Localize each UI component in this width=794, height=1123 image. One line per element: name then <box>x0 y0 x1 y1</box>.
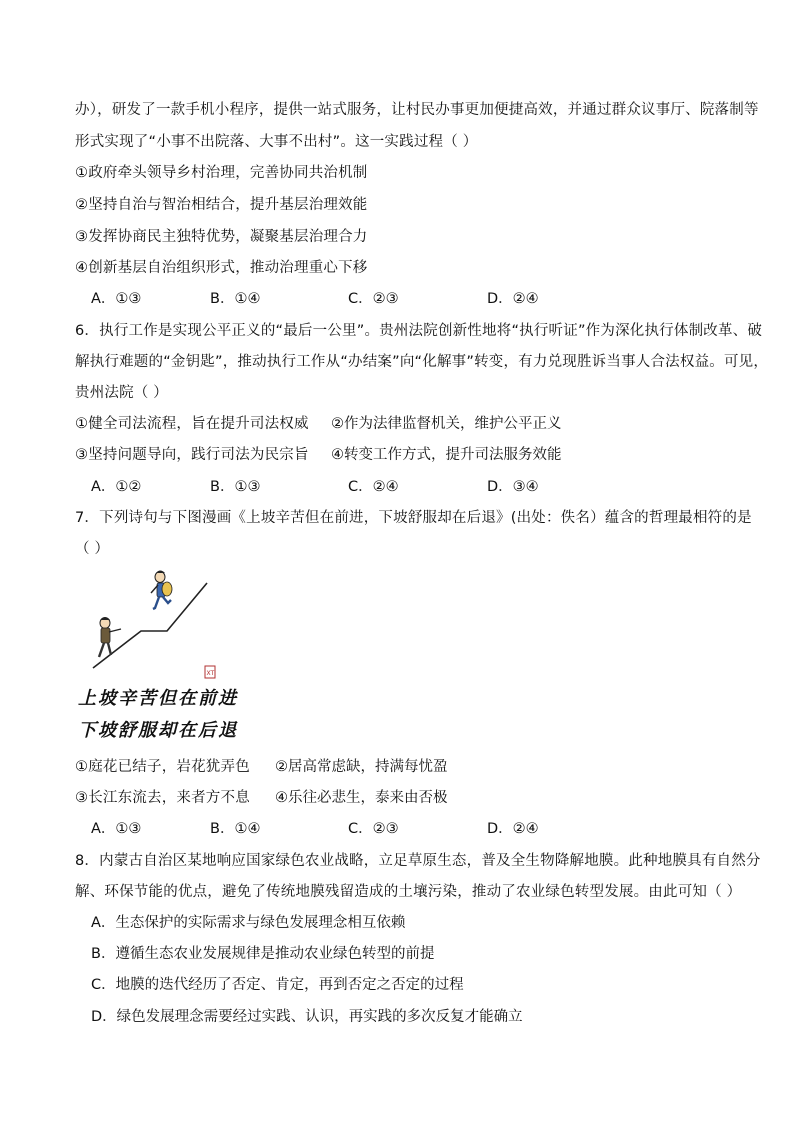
slope-cartoon-image <box>75 565 225 745</box>
q7-statement-3: ③长江东流去，来者方不息 <box>75 790 250 806</box>
q6-stem-line-3: 贵州法院（ ） <box>75 385 169 401</box>
cartoon-caption-line-2: 下坡舒服却在后退 <box>78 720 238 741</box>
slope-line <box>93 583 207 668</box>
q5-stem-line-1: 办），研发了一款手机小程序，提供一站式服务，让村民办事更加便捷高效，并通过群众议事厅、院落制等 <box>75 102 759 118</box>
q7-option-a: A．①③ <box>91 821 142 837</box>
q8-option-c: C．地膜的迭代经历了否定、肯定，再到否定之否定的过程 <box>91 977 464 993</box>
q6-option-d: D．③④ <box>487 479 539 495</box>
q8-stem-line-1: 8．内蒙古自治区某地响应国家绿色农业战略，立足草原生态，普及全生物降解地膜。此种地膜具有自然分 <box>75 853 761 869</box>
climbing-figure <box>151 571 172 610</box>
descending-figure <box>99 618 121 658</box>
q6-option-a: A．①② <box>91 479 142 495</box>
q6-statement-3: ③坚持问题导向，践行司法为民宗旨 <box>75 447 309 463</box>
q5-option-c: C．②③ <box>348 291 399 307</box>
q5-statement-1: ①政府牵头领导乡村治理，完善协同共治机制 <box>75 165 368 181</box>
q7-option-c: C．②③ <box>348 821 399 837</box>
q5-option-d: D．②④ <box>487 291 539 307</box>
q7-stem-line-1: 7．下列诗句与下图漫画《上坡辛苦但在前进，下坡舒服却在后退》(出处：佚名）蕴含的哲理最相符的是 <box>75 510 752 526</box>
q7-statement-1: ①庭花已结子，岩花犹弄色 <box>75 759 250 775</box>
q8-option-b: B．遵循生态农业发展规律是推动农业绿色转型的前提 <box>91 946 435 962</box>
q5-stem-line-2: 形式实现了“小事不出院落、大事不出村”。这一实践过程（ ） <box>75 134 478 150</box>
q5-option-b: B．①④ <box>210 291 261 307</box>
q7-statement-4: ④乐往必悲生，泰来由否极 <box>275 790 448 806</box>
q5-statement-2: ②坚持自治与智治相结合，提升基层治理效能 <box>75 197 368 213</box>
cartoon-caption-line-1: 上坡辛苦但在前进 <box>78 688 238 709</box>
q6-statement-1: ①健全司法流程，旨在提升司法权威 <box>75 416 309 432</box>
q6-statement-4: ④转变工作方式，提升司法服务效能 <box>331 447 562 463</box>
q6-stem-line-2: 解执行难题的“金钥匙”，推动执行工作从“办结案”向“化解事”转变，有力兑现胜诉当事人合法权益。可见， <box>75 354 769 370</box>
seal-text: XT <box>206 670 215 677</box>
q8-option-d: D．绿色发展理念需要经过实践、认识，再实践的多次反复才能确立 <box>91 1009 523 1025</box>
q5-option-a: A．①③ <box>91 291 142 307</box>
q6-option-b: B．①③ <box>210 479 261 495</box>
q7-option-d: D．②④ <box>487 821 539 837</box>
slope-cartoon-drawing <box>75 565 225 685</box>
q5-statement-3: ③发挥协商民主独特优势，凝聚基层治理合力 <box>75 229 368 245</box>
q8-stem-line-2: 解、环保节能的优点，避免了传统地膜残留造成的土壤污染，推动了农业绿色转型发展。由此可知（ ） <box>75 884 742 900</box>
q7-option-b: B．①④ <box>210 821 261 837</box>
q7-stem-line-2: （ ） <box>75 541 110 557</box>
q6-stem-line-1: 6．执行工作是实现公平正义的“最后一公里”。贵州法院创新性地将“执行听证”作为深化执行体制改革、破 <box>75 323 763 339</box>
q6-option-c: C．②④ <box>348 479 399 495</box>
q5-statement-4: ④创新基层自治组织形式，推动治理重心下移 <box>75 260 368 276</box>
q8-option-a: A．生态保护的实际需求与绿色发展理念相互依赖 <box>91 915 406 931</box>
q7-statement-2: ②居高常虑缺，持满每忧盈 <box>275 759 448 775</box>
q6-statement-2: ②作为法律监督机关，维护公平正义 <box>331 416 562 432</box>
